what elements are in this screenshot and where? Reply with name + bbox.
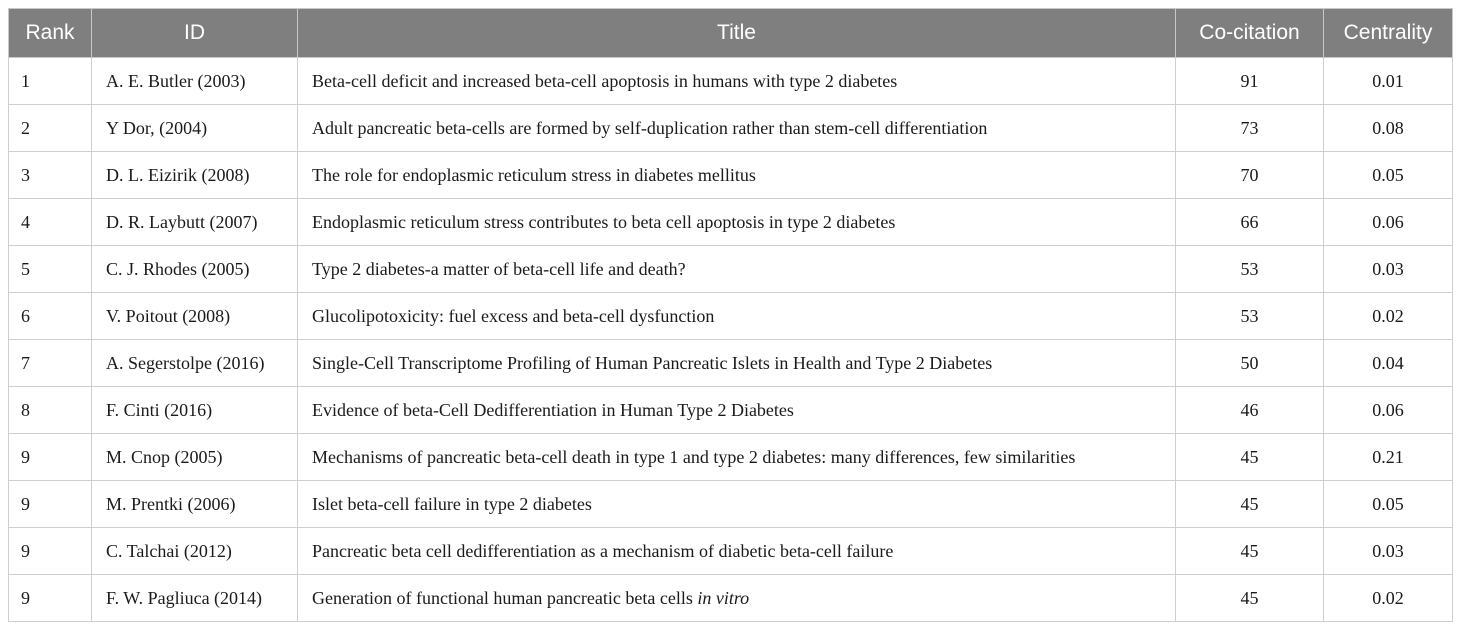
- table-body: [9, 58, 1453, 622]
- cell-centrality: 0.05: [1324, 152, 1453, 199]
- cell-centrality: 0.04: [1324, 340, 1453, 387]
- table-row: [9, 387, 1453, 434]
- title-text: Islet beta-cell failure in type 2 diabetes: [312, 493, 592, 514]
- cell-rank: 5: [9, 246, 92, 293]
- cell-rank: 8: [9, 387, 92, 434]
- title-text: Mechanisms of pancreatic beta-cell death in type 1 and type 2 diabetes: many differences, few similarities: [312, 446, 1076, 467]
- cell-cocitation: 70: [1176, 152, 1324, 199]
- cell-id: Y Dor, (2004): [92, 105, 298, 152]
- cell-id: D. L. Eizirik (2008): [92, 152, 298, 199]
- cell-centrality: 0.02: [1324, 293, 1453, 340]
- title-italic-text: in vitro: [697, 587, 750, 608]
- table-row: [9, 528, 1453, 575]
- cell-title: [298, 340, 1176, 387]
- cell-id: C. Talchai (2012): [92, 528, 298, 575]
- cell-cocitation: 66: [1176, 199, 1324, 246]
- cell-title: [298, 152, 1176, 199]
- title-text: Type 2 diabetes-a matter of beta-cell life and death?: [312, 258, 686, 279]
- header-title: Title: [298, 9, 1176, 58]
- cell-title: [298, 434, 1176, 481]
- cell-id: F. W. Pagliuca (2014): [92, 575, 298, 622]
- cell-rank: 9: [9, 434, 92, 481]
- title-text: Beta-cell deficit and increased beta-cell apoptosis in humans with type 2 diabetes: [312, 70, 898, 91]
- cell-cocitation: 50: [1176, 340, 1324, 387]
- cell-id: D. R. Laybutt (2007): [92, 199, 298, 246]
- header-centrality: Centrality: [1324, 9, 1453, 58]
- cell-centrality: 0.05: [1324, 481, 1453, 528]
- title-text: Evidence of beta-Cell Dedifferentiation in Human Type 2 Diabetes: [312, 399, 794, 420]
- cell-rank: 6: [9, 293, 92, 340]
- cell-centrality: 0.03: [1324, 528, 1453, 575]
- cell-cocitation: 91: [1176, 58, 1324, 105]
- title-text: Generation of functional human pancreatic beta cells: [312, 587, 698, 608]
- cell-rank: 3: [9, 152, 92, 199]
- table-row: [9, 246, 1453, 293]
- cell-cocitation: 46: [1176, 387, 1324, 434]
- cell-rank: 7: [9, 340, 92, 387]
- cell-cocitation: 53: [1176, 246, 1324, 293]
- cell-centrality: 0.06: [1324, 387, 1453, 434]
- cell-title: [298, 293, 1176, 340]
- table-row: [9, 340, 1453, 387]
- cell-cocitation: 53: [1176, 293, 1324, 340]
- cell-centrality: 0.21: [1324, 434, 1453, 481]
- cell-id: C. J. Rhodes (2005): [92, 246, 298, 293]
- cell-centrality: 0.08: [1324, 105, 1453, 152]
- cell-title: [298, 481, 1176, 528]
- cell-cocitation: 45: [1176, 575, 1324, 622]
- title-text: The role for endoplasmic reticulum stress in diabetes mellitus: [312, 164, 756, 185]
- table-row: [9, 293, 1453, 340]
- cell-rank: 2: [9, 105, 92, 152]
- header-cocitation: Co-citation: [1176, 9, 1324, 58]
- cell-cocitation: 45: [1176, 434, 1324, 481]
- table-row: [9, 481, 1453, 528]
- cell-title: [298, 246, 1176, 293]
- cell-title: [298, 575, 1176, 622]
- table-row: [9, 58, 1453, 105]
- cell-id: F. Cinti (2016): [92, 387, 298, 434]
- cell-id: M. Cnop (2005): [92, 434, 298, 481]
- title-text: Adult pancreatic beta-cells are formed by self-duplication rather than stem-cell differentiation: [312, 117, 988, 138]
- cell-title: [298, 528, 1176, 575]
- cell-rank: 9: [9, 528, 92, 575]
- table-row: [9, 152, 1453, 199]
- header-row: [9, 9, 1453, 58]
- cell-title: [298, 387, 1176, 434]
- title-text: Single-Cell Transcriptome Profiling of Human Pancreatic Islets in Health and Type 2 Diabetes: [312, 352, 993, 373]
- cell-centrality: 0.01: [1324, 58, 1453, 105]
- cell-title: [298, 58, 1176, 105]
- table-row: [9, 199, 1453, 246]
- title-text: Pancreatic beta cell dedifferentiation as a mechanism of diabetic beta-cell failure: [312, 540, 894, 561]
- header-id: ID: [92, 9, 298, 58]
- cell-centrality: 0.02: [1324, 575, 1453, 622]
- cocitation-table-container: [8, 8, 1452, 622]
- cell-id: V. Poitout (2008): [92, 293, 298, 340]
- title-text: Endoplasmic reticulum stress contributes to beta cell apoptosis in type 2 diabetes: [312, 211, 896, 232]
- cell-centrality: 0.03: [1324, 246, 1453, 293]
- table-row: [9, 434, 1453, 481]
- title-text: Glucolipotoxicity: fuel excess and beta-cell dysfunction: [312, 305, 715, 326]
- cell-rank: 1: [9, 58, 92, 105]
- cell-cocitation: 45: [1176, 528, 1324, 575]
- cell-title: [298, 199, 1176, 246]
- cell-rank: 4: [9, 199, 92, 246]
- cell-id: M. Prentki (2006): [92, 481, 298, 528]
- cocitation-table: [8, 8, 1453, 622]
- cell-cocitation: 73: [1176, 105, 1324, 152]
- table-header: [9, 9, 1453, 58]
- cell-cocitation: 45: [1176, 481, 1324, 528]
- cell-id: A. Segerstolpe (2016): [92, 340, 298, 387]
- cell-rank: 9: [9, 575, 92, 622]
- cell-title: [298, 105, 1176, 152]
- table-row: [9, 105, 1453, 152]
- cell-centrality: 0.06: [1324, 199, 1453, 246]
- table-row: [9, 575, 1453, 622]
- header-rank: Rank: [9, 9, 92, 58]
- cell-rank: 9: [9, 481, 92, 528]
- cell-id: A. E. Butler (2003): [92, 58, 298, 105]
